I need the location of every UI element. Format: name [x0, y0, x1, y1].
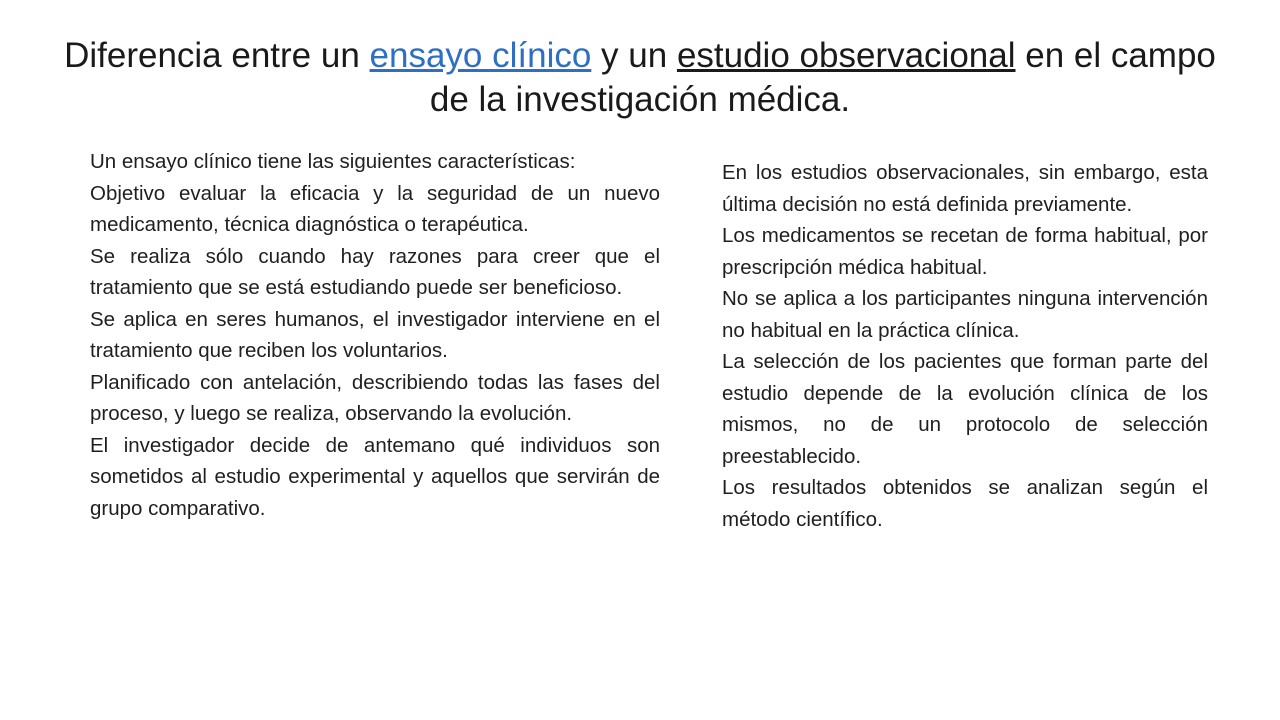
observational-item: En los estudios observacionales, sin embargo, esta última decisión no está definida previamente.	[722, 161, 1208, 216]
ensayo-clinico-link[interactable]: ensayo clínico	[369, 36, 592, 75]
estudio-observacional-link[interactable]: estudio observacional	[676, 36, 1016, 75]
observational-item: Los medicamentos se recetan de forma habitual, por prescripción médica habitual.	[722, 224, 1208, 279]
slide-title	[60, 34, 1220, 122]
title-text-1: Diferencia entre un	[64, 36, 370, 75]
clinical-trial-item: Planificado con antelación, describiendo todas las fases del proceso, y luego se realiza, observando la evolución.	[90, 370, 660, 425]
observational-item: La selección de los pacientes que forman parte del estudio depende de la evolución clínica de los mismos, no de un protocolo de selección preestablecido.	[722, 350, 1208, 468]
title-text-2: y un	[591, 36, 677, 75]
observational-item: Los resultados obtenidos se analizan según el método científico.	[722, 476, 1208, 531]
observational-item: No se aplica a los participantes ninguna intervención no habitual en la práctica clínica.	[722, 287, 1208, 342]
title-text-3: en el campo de la investigación médica.	[429, 36, 1216, 119]
clinical-trial-item: Se realiza sólo cuando hay razones para creer que el tratamiento que se está estudiando puede ser beneficioso.	[90, 244, 660, 299]
clinical-trial-item: Se aplica en seres humanos, el investigador interviene en el tratamiento que reciben los voluntarios.	[90, 307, 660, 362]
clinical-trial-item: Objetivo evaluar la eficacia y la seguridad de un nuevo medicamento, técnica diagnóstica o terapéutica.	[90, 181, 660, 236]
clinical-trial-intro: Un ensayo clínico tiene las siguientes características:	[90, 150, 576, 173]
observational-study-column	[722, 157, 1208, 535]
clinical-trial-item: El investigador decide de antemano qué individuos son sometidos al estudio experimental y aquellos que servirán de grupo comparativo.	[90, 433, 660, 520]
clinical-trial-column	[90, 146, 660, 524]
